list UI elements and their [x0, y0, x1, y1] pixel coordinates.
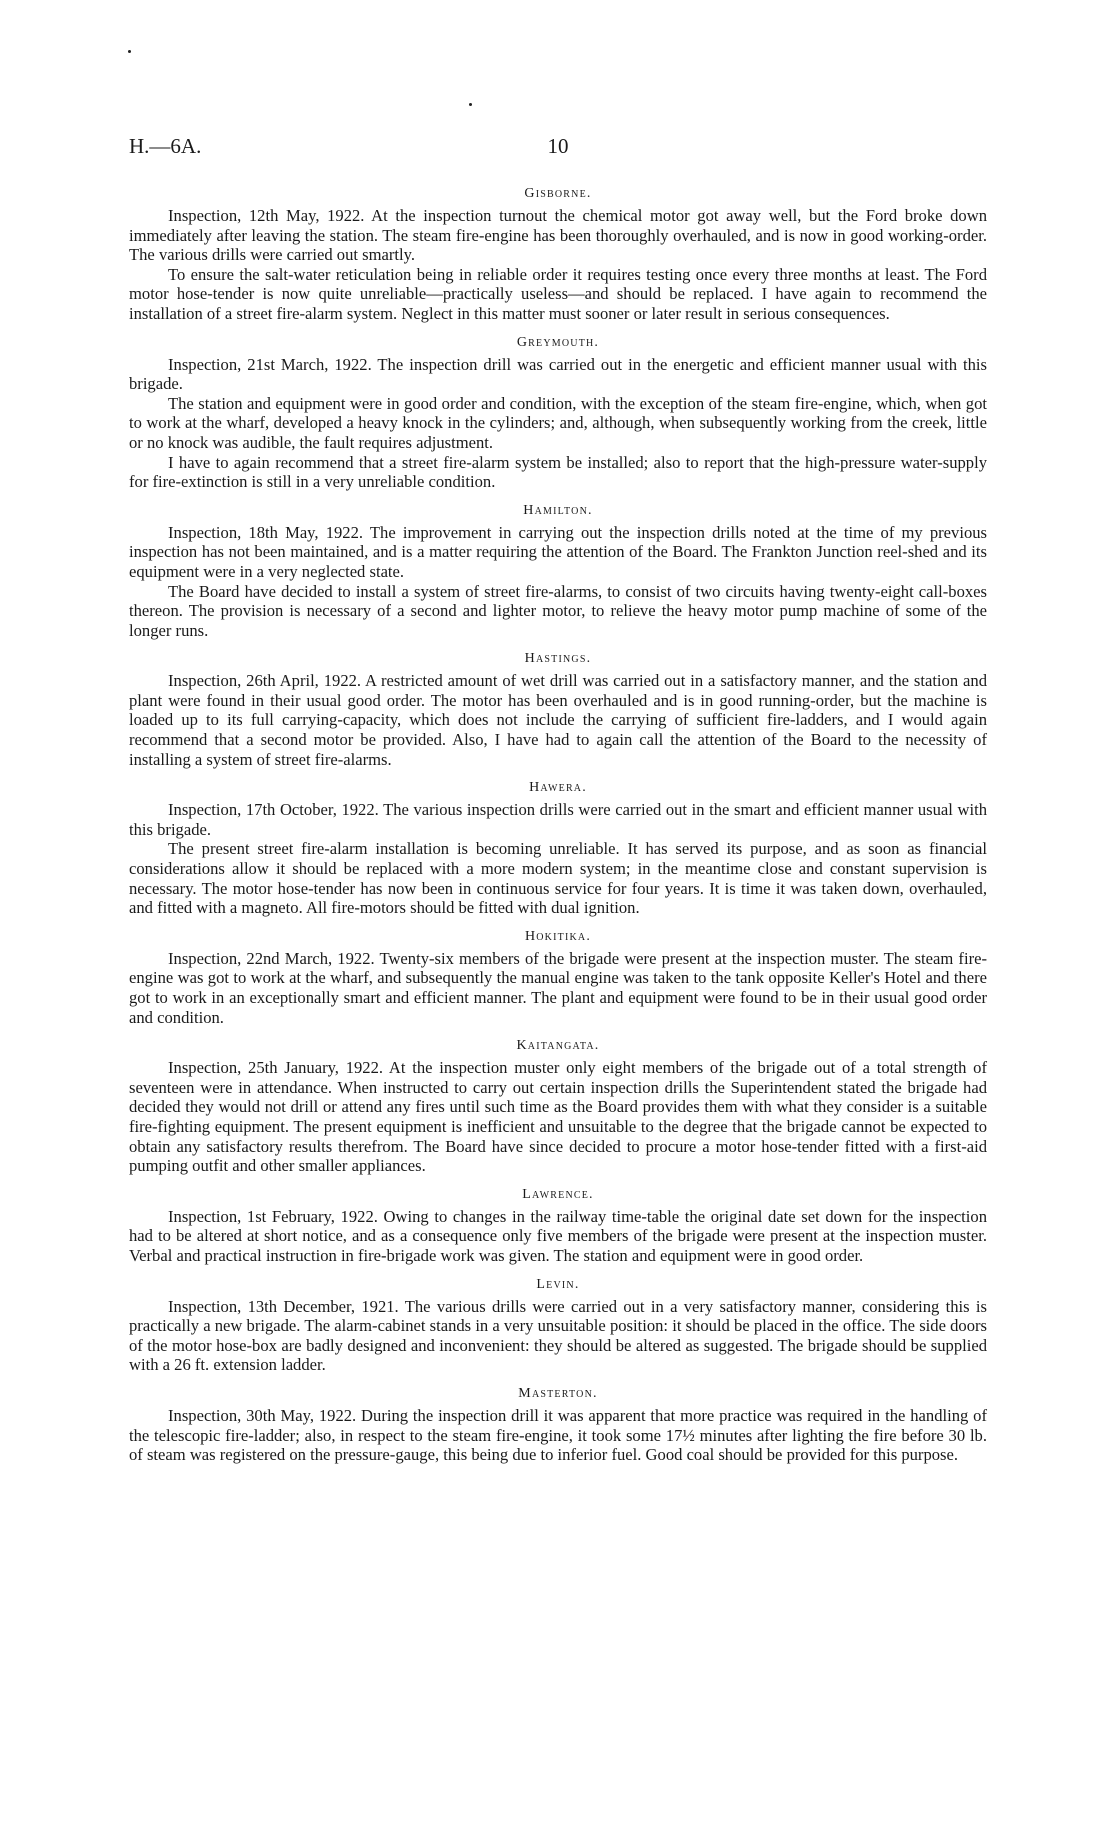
section-kaitangata — [129, 1036, 987, 1176]
section-levin — [129, 1275, 987, 1375]
paragraph: I have to again recommend that a street fire-alarm system be installed; also to report that the high-pressure water-supply for fire-extinction is still in a very unreliable condition. — [129, 452, 987, 492]
paragraph: Inspection, 18th May, 1922. The improvement in carrying out the inspection drills noted at the time of my previous inspection has not been maintained, and is a matter requiring the attention of the Board. The Frankton Junction reel-shed and its equipment were in a very neglected state. — [129, 522, 987, 581]
paragraph: Inspection, 21st March, 1922. The inspection drill was carried out in the energetic and efficient manner usual with this brigade. — [129, 354, 987, 394]
document-reference: H.—6A. — [129, 134, 202, 158]
paragraph: Inspection, 22nd March, 1922. Twenty-six members of the brigade were present at the inspection muster. The steam fire-engine was got to work at the wharf, and subsequently the manual engine was taken to the tank opposite Keller's Hotel and there got to work in an exceptionally smart and efficient manner. The plant and equipment were found to be in their usual good order and condition. — [129, 948, 987, 1027]
section-heading: Lawrence. — [522, 1186, 594, 1202]
paragraph: The Board have decided to install a system of street fire-alarms, to consist of two circuits having twenty-eight call-boxes thereon. The provision is necessary of a second and lighter motor, to relieve the heavy motor pump machine of some of the longer runs. — [129, 581, 987, 640]
section-hastings — [129, 649, 987, 769]
scan-speck — [128, 50, 131, 53]
section-heading: Hawera. — [529, 780, 587, 796]
paragraph: Inspection, 17th October, 1922. The various inspection drills were carried out in the smart and efficient manner usual with this brigade. — [129, 800, 987, 839]
section-heading: Hastings. — [524, 651, 592, 667]
section-gisborne — [129, 184, 987, 324]
paragraph: The present street fire-alarm installation is becoming unreliable. It has served its purpose, and as soon as financial considerations allow it should be replaced with a more modern system; in the meantime close and constant supervision is necessary. The motor hose-tender has now been in continuous service for four years. It is time it was taken down, overhauled, and fitted with a magneto. All fire-motors should be fitted with dual ignition. — [129, 839, 987, 918]
paragraph: Inspection, 1st February, 1922. Owing to changes in the railway time-table the original date set down for the inspection had to be altered at short notice, and as a consequence only five members of the brigade were present at the inspection muster. Verbal and practical instruction in fire-brigade work was given. The station and equipment were in good order. — [129, 1206, 987, 1265]
paragraph: Inspection, 30th May, 1922. During the inspection drill it was apparent that more practice was required in the handling of the telescopic fire-ladder; also, in respect to the steam fire-engine, it took some 17½ minutes after lighting the fire before 30 lb. of steam was registered on the pressure-gauge, this being due to inferior fuel. Good coal should be provided for this purpose. — [129, 1405, 987, 1465]
paragraph: To ensure the salt-water reticulation being in reliable order it requires testing once every three months at least. The Ford motor hose-tender is now quite unreliable—practically useless—and should be replaced. I have again to recommend the installation of a street fire-alarm system. Neglect in this matter must sooner or later result in serious consequences. — [129, 264, 987, 323]
page-header — [129, 134, 987, 158]
section-heading: Masterton. — [518, 1385, 598, 1401]
section-heading: Kaitangata. — [516, 1038, 600, 1054]
section-heading: Greymouth. — [516, 334, 600, 350]
scan-speck — [469, 103, 472, 106]
section-greymouth — [129, 333, 987, 492]
section-hamilton — [129, 501, 987, 641]
section-heading: Hokitika. — [524, 928, 592, 944]
paragraph: Inspection, 12th May, 1922. At the inspection turnout the chemical motor got away well, but the Ford broke down immediately after leaving the station. The steam fire-engine has been thoroughly overhauled, and is now in good working-order. The various drills were carried out smartly. — [129, 206, 987, 265]
section-heading: Levin. — [536, 1276, 580, 1292]
paragraph: Inspection, 26th April, 1922. A restricted amount of wet drill was carried out in a satisfactory manner, and the station and plant were found in their usual good order. The motor has been overhauled and is in good running-order, but the machine is loaded up to its full carrying-capacity, which does not include the carrying of sufficient fire-ladders, and I would again recommend that a second motor be provided. Also, I have had to again call the attention of the Board to the necessity of installing a system of street fire-alarms. — [129, 671, 987, 769]
page-body — [129, 184, 987, 1465]
section-masterton — [129, 1384, 987, 1465]
paragraph: Inspection, 13th December, 1921. The various drills were carried out in a very satisfactory manner, considering this is practically a new brigade. The alarm-cabinet stands in a very unsuitable position: it should be placed in the office. The side doors of the motor hose-box are badly designed and inconvenient: they should be altered as suggested. The brigade should be supplied with a 26 ft. extension ladder. — [129, 1296, 987, 1375]
section-hawera — [129, 778, 987, 918]
section-heading: Gisborne. — [524, 186, 592, 201]
paragraph: Inspection, 25th January, 1922. At the inspection muster only eight members of the brigade out of a total strength of seventeen were in attendance. When instructed to carry out certain inspection drills the Superintendent stated the brigade had decided they would not drill or attend any fires until such time as the Board provides them with what they consider is a suitable fire-fighting equipment. The present equipment is inefficient and unsuitable to the degree that the brigade cannot be expected to obtain any satisfactory results therefrom. The Board have since decided to procure a motor hose-tender fitted with a first-aid pumping outfit and other smaller appliances. — [129, 1058, 987, 1176]
page-number: 10 — [547, 134, 569, 158]
paragraph: The station and equipment were in good order and condition, with the exception of the steam fire-engine, which, when got to work at the wharf, developed a heavy knock in the cylinders; and, although, when subsequently working from the creek, little or no knock was audible, the fault requires adjustment. — [129, 393, 987, 452]
section-hokitika — [129, 927, 987, 1027]
section-lawrence — [129, 1185, 987, 1266]
section-heading: Hamilton. — [523, 502, 593, 518]
